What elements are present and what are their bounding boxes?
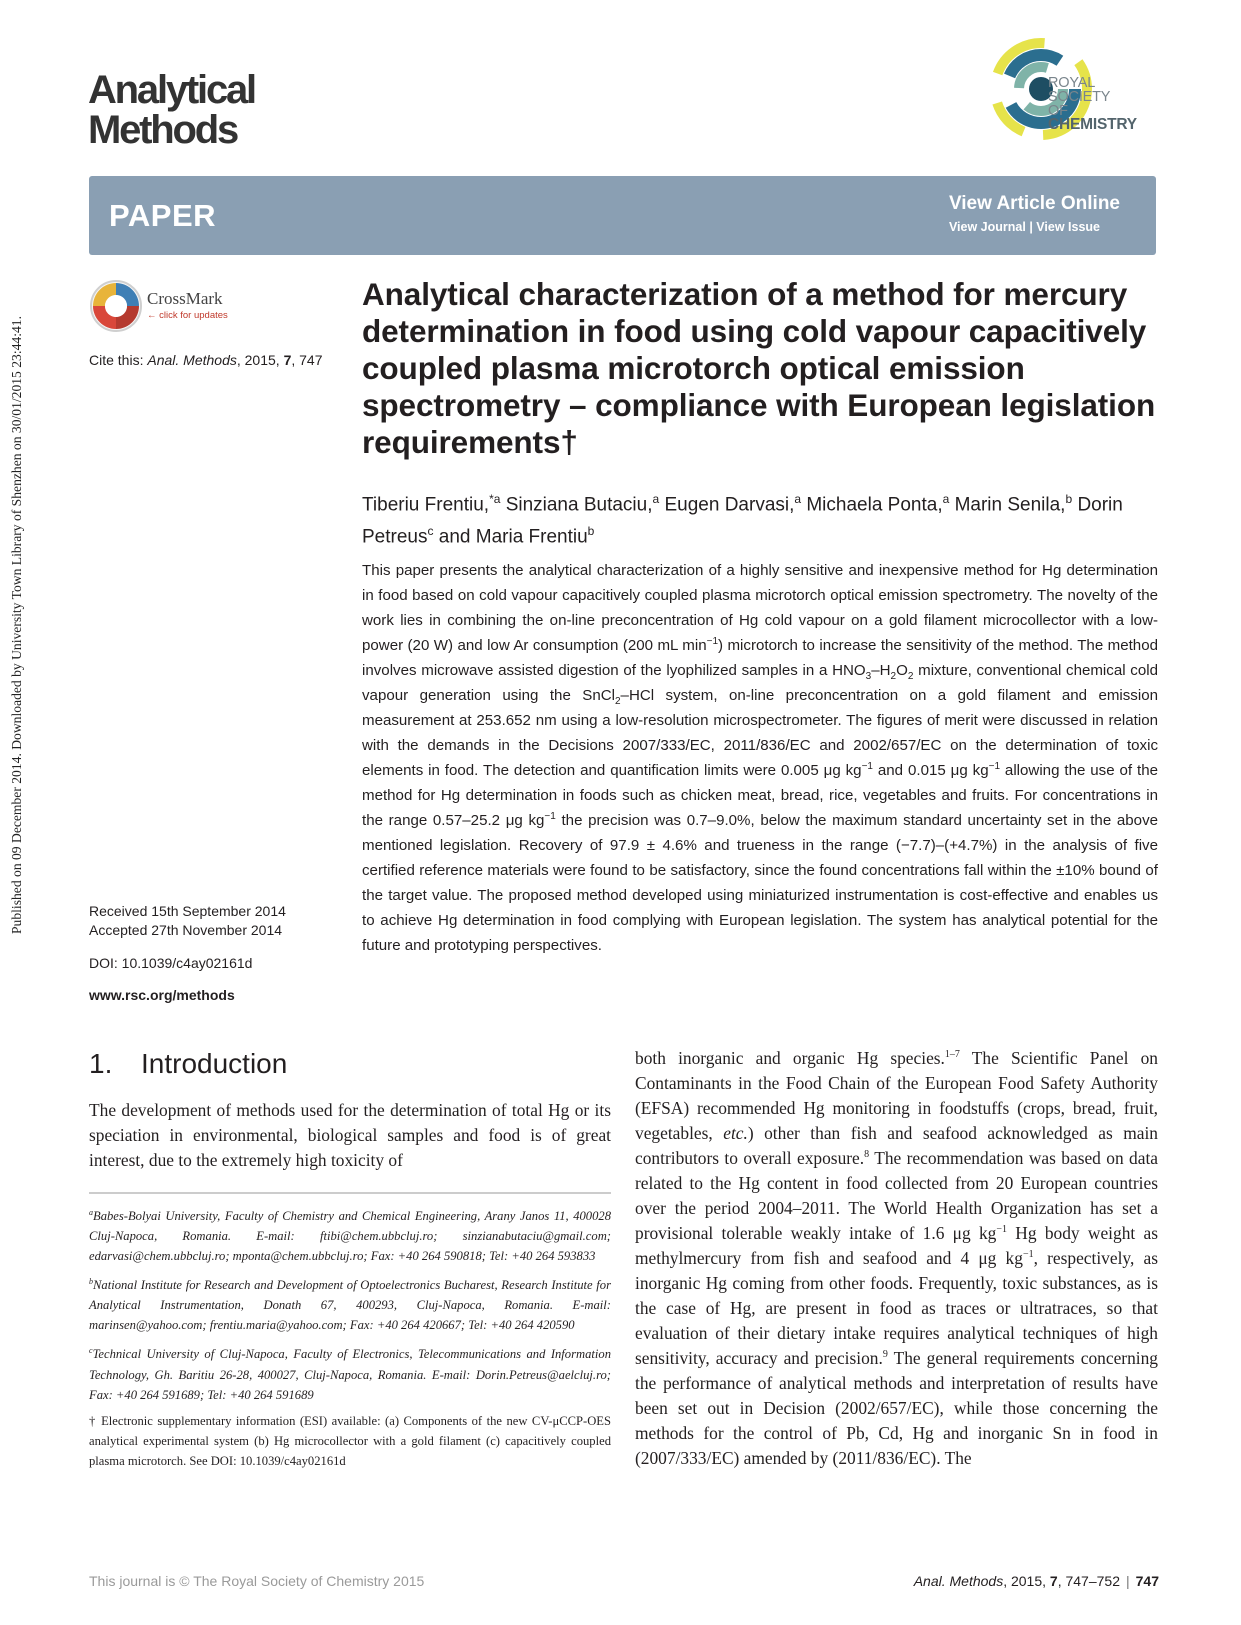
superscript: −1 [1022, 1249, 1034, 1261]
emphasis: etc. [723, 1123, 748, 1143]
author-affiliation-mark: b [1065, 492, 1073, 506]
author-name: Dorin Petreus [362, 494, 1123, 548]
footnote-mark: b [89, 1277, 93, 1287]
page-number: 747 [1135, 1573, 1159, 1589]
article-banner [89, 176, 1156, 255]
crossmark-sub: ← click for updates [147, 310, 228, 321]
article-title: Analytical characterization of a method for mercury determination in food using cold vapour capacitively coupled plasma microtorch optical emission spectrometry – compliance with European legislation requirements† [362, 276, 1156, 460]
superscript: −1 [544, 810, 556, 822]
subscript: 2 [614, 696, 621, 708]
download-note: Published on 09 December 2014. Downloaded by University Town Library of Shenzhen on 30/01/2015 23:44:41. [9, 316, 24, 934]
subscript: 2 [890, 671, 897, 683]
author-name: Sinziana Butaciu, [505, 494, 653, 516]
doi: DOI: 10.1039/c4ay02161d [89, 955, 253, 971]
footnote-divider [89, 1192, 611, 1194]
publisher-name: ROYAL SOCIETY OF CHEMISTRY [1048, 75, 1137, 133]
superscript: −1 [996, 1224, 1008, 1236]
affiliation-footnote: $^a$Babes-Bolyai University, Faculty of Chemistry and Chemical Engineering, Arany Janos 11, 400028 Cluj-Napoca, Romania. E-mail: ftibi@chem.ubbcluj.ro; sinzianabutaciu@gmail.com; edarvasi@chem.ubbcluj.ro; mponta@chem.ubbcluj.ro; Fax: +40 264 590818; Tel: +40 264 593833 [89, 1208, 611, 1264]
author-affiliation-mark: c [427, 524, 434, 539]
author-name: Marin Senila, [954, 494, 1066, 516]
superscript: 8 [864, 1149, 870, 1161]
author-affiliation-mark: a [942, 492, 950, 506]
footnote-mark: a [89, 1208, 93, 1217]
author-affiliation-mark: *a [489, 492, 501, 506]
footer-copyright: This journal is © The Royal Society of Chemistry 2015 [89, 1573, 425, 1589]
section-heading [89, 1048, 287, 1080]
affiliation-footnote: $^b$National Institute for Research and Development of Optoelectronics Bucharest, Research Institute for Analytical Instrumentation, Donath 67, 400293, Cluj-Napoca, Romania. E-mail: marinsen@yahoo.com; frentiu.maria@yahoo.com; Fax: +40 264 420667; Tel: +40 264 420590 [89, 1277, 611, 1333]
journal-url-link[interactable]: www.rsc.org/methods [89, 987, 235, 1003]
journal-name-line2: Methods [88, 108, 238, 152]
crossmark-icon [89, 279, 143, 333]
affiliation-footnote: $^c$Technical University of Cluj-Napoca, Faculty of Electronics, Telecommunications and Information Technology, Gh. Baritiu 26-28, 400027, Cluj-Napoca, Romania. E-mail: Dorin.Petreus@aelcluj.ro; Fax: +40 264 591689; Tel: +40 264 591689 [89, 1346, 611, 1402]
footer-citation: Anal. Methods, 2015, 7, 747–752 | 747 [913, 1573, 1159, 1589]
crossmark-label: CrossMark [147, 289, 223, 308]
author-affiliation-mark: a [794, 492, 802, 506]
section-number: 1. [89, 1048, 113, 1079]
article-type: PAPER [109, 198, 217, 233]
journal-logo [88, 70, 255, 150]
intro-paragraph-left: The development of methods used for the determination of total Hg or its speciation in environmental, biological samples and food is of great interest, due to the extremely high toxicity of [89, 1100, 611, 1170]
affiliation-list [89, 1203, 611, 1405]
accepted-date: Accepted 27th November 2014 [89, 922, 283, 938]
author-name: Michaela Ponta, [806, 494, 943, 516]
author-name: Eugen Darvasi, [664, 494, 795, 516]
crossmark-badge[interactable] [89, 279, 239, 335]
view-article-online-link[interactable]: View Article Online [948, 193, 1120, 214]
subscript: 3 [865, 671, 872, 683]
abstract: This paper presents the analytical characterization of a highly sensitive and inexpensive method for Hg determination in food based on cold vapour capacitively coupled plasma microtorch optical emission spectrometry. The novelty of the work lies in combining the on-line preconcentration of Hg cold vapour on a gold filament microcollector with a low-power (20 W) and low Ar consumption (200 mL $\min^{-1}$) microtorch to increase the sensitivity of the method. The method involves microwave assisted digestion of the lyophilized samples in a $HNO_3-H_2O_2$ mixture, conventional chemical cold vapour generation using the SnCl$_2$–HCl system, on-line preconcentration on a gold filament and emission measurement at 253.652 nm using a low-resolution microspectrometer. The figures of merit were discussed in relation with the demands in the Decisions 2007/333/EC, 2011/836/EC and 2002/657/EC on the determination of toxic elements in food. The detection and quantification limits were 0.005 μg $kg^{-1}$ and 0.015 μg $kg^{-1}$ allowing the use of the method for Hg determination in foods such as chicken meat, bread, rice, vegetables and fruits. For concentrations in the range 0.57–25.2 μg $kg^{-1}$ the precision was 0.7–9.0%, below the maximum standard uncertainty set in the above mentioned legislation. Recovery of 97.9 ± 4.6% and trueness in the range (−7.7)–(+4.7%) in the analysis of five certified reference materials were found to be satisfactory, since the found concentrations fall within the ±10% bound of the target value. The proposed method developed using miniaturized instrumentation is cost-effective and enables us to achieve Hg determination in food complying with European legislation. The system has analytical potential for the future and prototyping perspectives. [362, 562, 1159, 954]
superscript: −1 [861, 760, 873, 772]
author-name: Tiberiu Frentiu, [362, 494, 490, 516]
superscript: −1 [988, 760, 1001, 772]
section-title: Introduction [141, 1048, 288, 1079]
author-list: Tiberiu Frentiu,$^{*a}$ Sinziana Butaciu,$^a$ Eugen Darvasi,$^a$ Michaela Ponta,$^a$ Marin Senila,$^b$ Dorin Petreus$^c$ and Maria Frentiu$^b$ [362, 492, 1123, 548]
superscript: 9 [882, 1349, 888, 1361]
citation: Cite this: Anal. Methods, 2015, 7, 747 [89, 352, 323, 368]
author-name: Maria Frentiu [475, 526, 588, 548]
view-issue-link[interactable]: View Issue [1036, 220, 1100, 234]
publisher-logo [986, 34, 1156, 144]
footnote-mark: c [89, 1346, 93, 1356]
received-date: Received 15th September 2014 [89, 903, 286, 919]
superscript: −1 [706, 635, 719, 647]
footnotes [89, 1203, 611, 1477]
link-separator: | [1029, 220, 1033, 234]
view-journal-link[interactable]: View Journal [948, 220, 1026, 234]
view-links [949, 220, 1100, 234]
journal-name-line1: Analytical [88, 68, 255, 112]
intro-paragraph-right: both inorganic and organic Hg species.$^{1-7}$ The Scientific Panel on Contaminants in the Food Chain of the European Food Safety Authority (EFSA) recommended Hg monitoring in foodstuffs (crops, bread, fruit, vegetables, etc.) other than fish and seafood acknowledged as main contributors to overall exposure.$^8$ The recommendation was based on data related to the Hg content in food collected from 20 European countries over the period 2004–2011. The World Health Organization has set a provisional tolerable weakly intake of 1.6 μg $kg^{-1}$ Hg body weight as methylmercury from fish and seafood and 4 μg $kg^{-1}$, respectively, as inorganic Hg coming from other foods. Frequently, toxic substances, as is the case of Hg, are present in food as traces or ultratraces, so that evaluation of their dietary intake requires analytical techniques of high sensitivity, accuracy and precision.$^9$ The general requirements concerning the performance of analytical methods and interpretation of results have been set out in Decision (2002/657/EC), while those concerning the methods for the control of Pb, Cd, Hg and inorganic Sn in food in (2007/333/EC) amended by (2011/836/EC). The [635, 1048, 1158, 1468]
author-affiliation-mark: a [652, 492, 660, 506]
subscript: 2 [907, 671, 914, 683]
esi-note: † Electronic supplementary information (ESI) available: (a) Components of the new CV-μCCP-OES analytical experimental system (b) Hg microcollector with a gold filament (c) capacitively coupled plasma microtorch. See DOI: 10.1039/c4ay02161d [89, 1413, 611, 1468]
superscript: 1–7 [944, 1049, 960, 1061]
author-affiliation-mark: b [587, 524, 595, 539]
